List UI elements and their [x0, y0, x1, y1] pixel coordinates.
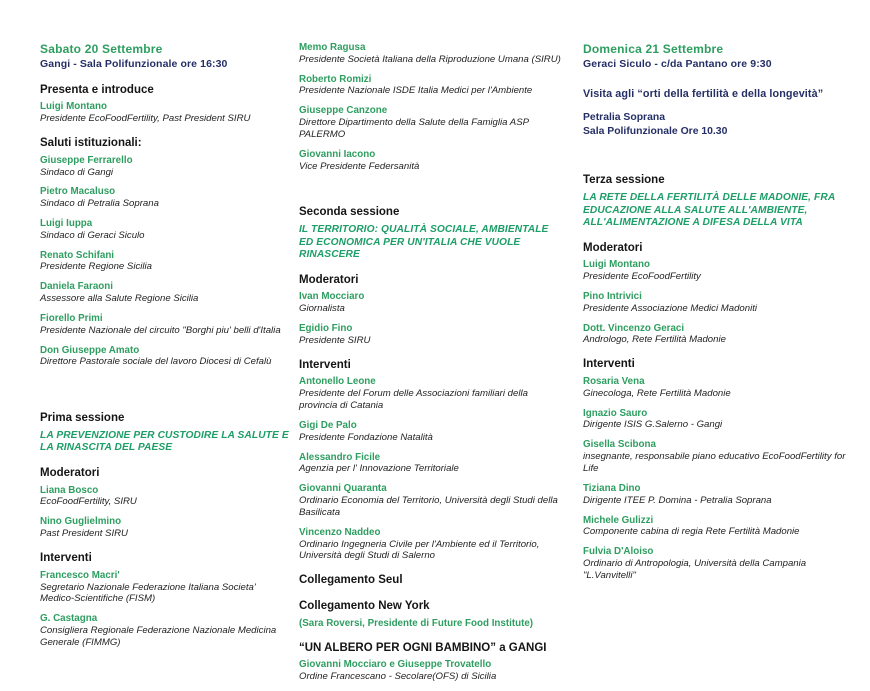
person-name: Ivan Mocciaro	[299, 291, 365, 303]
person-entry	[299, 527, 561, 563]
person-role: Sindaco di Gangi	[40, 166, 114, 178]
person-entry	[40, 155, 292, 179]
person-role: Assessore alla Salute Regione Sicilia	[40, 293, 199, 305]
person-role: Sindaco di Geraci Siculo	[40, 229, 145, 241]
person-name: Alessandro Ficile	[299, 451, 381, 463]
person-entry	[40, 313, 292, 337]
venue-line: Petralia Soprana	[583, 112, 666, 123]
person-role: Sindaco di Petralia Soprana	[40, 198, 159, 210]
person-entry	[299, 483, 561, 519]
person-name: Liana Bosco	[40, 484, 99, 496]
person-entry	[299, 323, 561, 347]
person-entry	[40, 570, 292, 606]
section-heading: Terza sessione	[583, 174, 665, 187]
spacer	[40, 376, 292, 400]
section-heading: Collegamento Seul	[299, 574, 403, 587]
person-name: Egidio Fino	[299, 323, 353, 334]
person-name: Antonello Leone	[299, 376, 376, 388]
person-entry	[40, 250, 292, 274]
person-role: Presidente Società Italiana della Riproduzione Umana (SIRU)	[299, 53, 561, 65]
person-role: Consigliera Regionale Federazione Nazionale Medicina Generale (FIMMG)	[40, 625, 277, 648]
person-entry	[40, 485, 292, 509]
person-role: Ordine Francescano - Secolare(OFS) di Sicilia	[299, 671, 497, 683]
section-heading: “UN ALBERO PER OGNI BAMBINO” a GANGI	[299, 641, 547, 654]
person-name: Giovanni Quaranta	[299, 483, 387, 495]
person-entry	[583, 546, 849, 582]
person-name: Ignazio Sauro	[583, 407, 648, 419]
person-role: Presidente del Forum delle Associazioni familiari della provincia di Catania	[299, 388, 528, 412]
session-title: IL TERRITORIO: QUALITÀ SOCIALE, AMBIENTALE ED ECONOMICA PER UN'ITALIA CHE VUOLE RINASCERE	[299, 224, 549, 261]
person-role: Segretario Nazionale Federazione Italiana Societa' Medico-Scientifiche (FISM)	[40, 581, 256, 605]
person-role: Presidente SIRU	[299, 334, 371, 346]
person-role: Presidente Associazione Medici Madoniti	[583, 302, 758, 314]
person-entry	[583, 376, 849, 400]
person-role: Presidente Nazionale del circuito "Borghi piu' belli d'Italia	[40, 324, 281, 336]
person-name: Vincenzo Naddeo	[299, 526, 381, 538]
person-name: Giuseppe Ferrarello	[40, 154, 133, 166]
day-subtitle: Gangi - Sala Polifunzionale ore 16:30	[40, 58, 228, 71]
person-role: Agenzia per l' Innovazione Territoriale	[299, 463, 459, 475]
person-name: Giovanni Iacono	[299, 148, 376, 160]
section-heading: Interventi	[40, 551, 92, 564]
person-role: Ordinario Ingegneria Civile per l'Ambiente ed il Territorio, Università degli Studi di Salerno	[299, 538, 540, 562]
person-entry	[583, 259, 849, 283]
person-role: Past President SIRU	[40, 528, 128, 540]
person-entry	[299, 659, 561, 683]
person-entry	[299, 452, 561, 476]
person-name: Luigi Montano	[40, 101, 107, 113]
person-role: Giornalista	[299, 303, 345, 315]
person-entry	[299, 420, 561, 444]
person-entry	[583, 439, 849, 475]
section-heading: Saluti istituzionali:	[40, 136, 142, 149]
person-name: Tiziana Dino	[583, 482, 641, 494]
person-entry	[40, 516, 292, 540]
day-title: Domenica 21 Settembre	[583, 42, 724, 56]
person-name: Michele Gulizzi	[583, 514, 654, 526]
person-entry	[299, 149, 561, 173]
person-name: Giovanni Mocciaro e Giuseppe Trovatello	[299, 659, 492, 671]
section-heading: Moderatori	[40, 466, 100, 479]
person-name: Memo Ragusa	[299, 42, 366, 53]
person-role: Vice Presidente Federsanità	[299, 160, 420, 172]
event-title: Visita agli “orti della fertilità e della longevità”	[583, 87, 824, 100]
person-role: Direttore Pastorale sociale del lavoro Diocesi di Cefalù	[40, 356, 272, 368]
spacer	[299, 180, 561, 194]
person-name: Dott. Vincenzo Geraci	[583, 322, 685, 334]
person-entry	[299, 376, 561, 412]
spacer	[583, 101, 849, 111]
person-role: Presidente EcoFoodFertility	[583, 271, 701, 283]
person-entry	[40, 345, 292, 369]
section-heading: Moderatori	[299, 273, 359, 286]
person-entry	[299, 42, 561, 66]
day-title: Sabato 20 Settembre	[40, 42, 163, 56]
person-name: Nino Guglielmino	[40, 516, 122, 528]
section-heading: Moderatori	[583, 241, 643, 254]
column-sunday	[583, 42, 849, 590]
session-title: LA RETE DELLA FERTILITÀ DELLE MADONIE, FRA EDUCAZIONE ALLA SALUTE ALL'AMBIENTE, ALL'ALIMENTAZIONE A DIFESA DELLA VITA	[583, 192, 835, 229]
person-name: Renato Schifani	[40, 249, 115, 261]
section-heading: Seconda sessione	[299, 206, 400, 219]
person-name: Don Giuseppe Amato	[40, 344, 140, 356]
person-role: Ginecologa, Rete Fertilità Madonie	[583, 387, 731, 399]
person-entry	[583, 483, 849, 507]
person-entry	[40, 101, 292, 125]
section-heading: Interventi	[583, 358, 635, 371]
person-role: insegnante, responsabile piano educativo EcoFoodFertility for Life	[583, 451, 846, 475]
person-entry	[583, 291, 849, 315]
column-saturday-second	[299, 42, 561, 691]
person-name: Daniela Faraoni	[40, 281, 113, 293]
person-role: Ordinario di Antropologia, Università della Campania "L.Vanvitelli"	[583, 557, 807, 581]
person-entry	[40, 613, 292, 649]
person-name: Roberto Romizi	[299, 73, 372, 85]
person-entry	[299, 105, 561, 141]
person-name: Gisella Scibona	[583, 439, 656, 451]
venue-line: Sala Polifunzionale Ore 10.30	[583, 125, 728, 137]
person-role: Ordinario Economia del Territorio, Università degli Studi della Basilicata	[299, 495, 558, 518]
green-note: (Sara Roversi, Presidente di Future Food Institute)	[299, 617, 534, 629]
person-entry	[40, 186, 292, 210]
person-role: EcoFoodFertility, SIRU	[40, 496, 137, 508]
person-role: Direttore Dipartimento della Salute della Famiglia ASP PALERMO	[299, 117, 529, 140]
person-role: Dirigente ISIS G.Salerno - Gangi	[583, 419, 723, 431]
person-name: Gigi De Palo	[299, 419, 357, 431]
person-role: Presidente Fondazione Natalità	[299, 431, 433, 443]
person-name: Pietro Macaluso	[40, 186, 116, 198]
person-entry	[583, 323, 849, 347]
section-heading: Presenta e introduce	[40, 83, 154, 96]
person-name: Pino Intrivici	[583, 291, 642, 303]
spacer	[583, 138, 849, 162]
person-role: Presidente Nazionale ISDE Italia Medici per l'Ambiente	[299, 85, 533, 97]
person-name: Fiorello Primi	[40, 312, 103, 324]
person-entry	[299, 291, 561, 315]
person-role: Dirigente ITEE P. Domina - Petralia Soprana	[583, 494, 772, 506]
person-name: Luigi Montano	[583, 259, 650, 271]
section-heading: Prima sessione	[40, 412, 125, 425]
person-name: Giuseppe Canzone	[299, 105, 388, 117]
person-entry	[40, 218, 292, 242]
person-name: Fulvia D'Aloiso	[583, 546, 654, 558]
day-subtitle: Geraci Siculo - c/da Pantano ore 9:30	[583, 58, 772, 71]
section-heading: Interventi	[299, 358, 351, 371]
person-name: Luigi Iuppa	[40, 218, 93, 230]
person-name: Francesco Macri'	[40, 569, 120, 581]
person-entry	[299, 74, 561, 98]
person-role: Componente cabina di regia Rete Fertilità Madonie	[583, 526, 800, 538]
person-name: Rosaria Vena	[583, 376, 645, 388]
person-entry	[583, 515, 849, 539]
session-title: LA PREVENZIONE PER CUSTODIRE LA SALUTE E LA RINASCITA DEL PAESE	[40, 430, 289, 454]
person-role: Andrologo, Rete Fertilità Madonie	[583, 334, 726, 346]
person-name: G. Castagna	[40, 613, 98, 625]
person-role: Presidente Regione Sicilia	[40, 261, 152, 273]
person-entry	[583, 408, 849, 432]
person-entry	[40, 281, 292, 305]
person-role: Presidente EcoFoodFertility, Past President SIRU	[40, 113, 251, 125]
column-saturday-first	[40, 42, 292, 657]
section-heading: Collegamento New York	[299, 600, 430, 613]
